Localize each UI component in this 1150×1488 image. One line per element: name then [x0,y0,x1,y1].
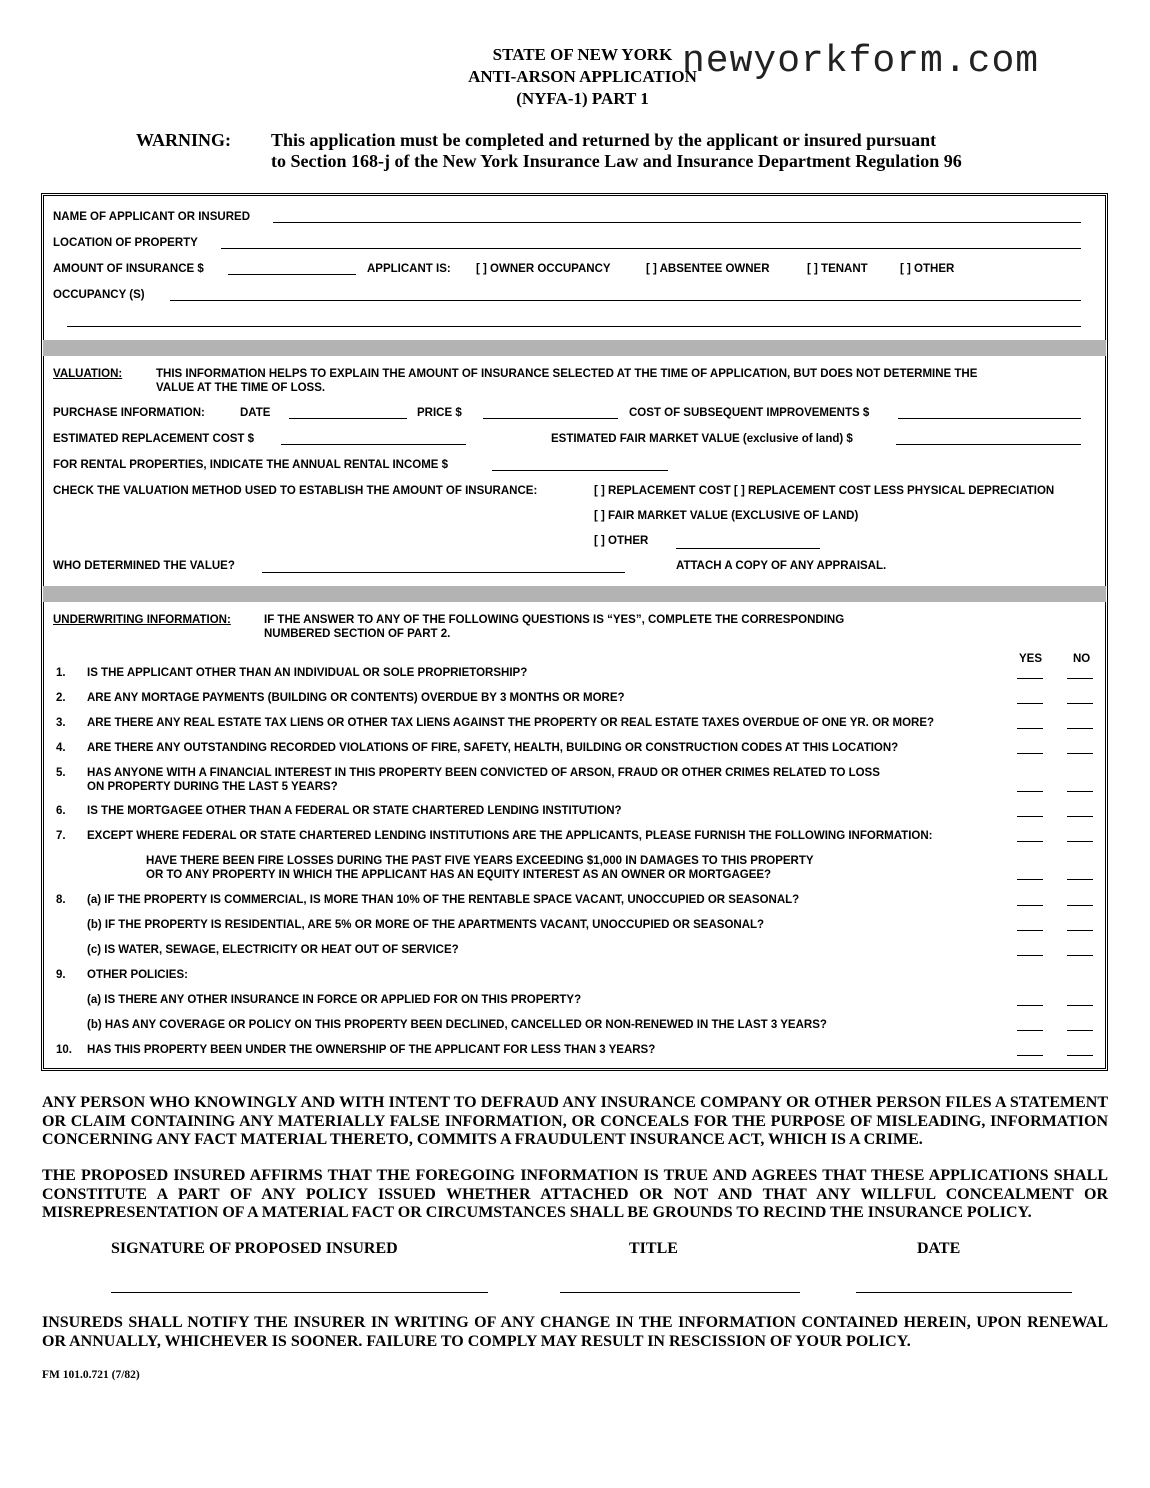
title-label: TITLE [629,1240,678,1257]
question-line-1: IS THE APPLICANT OTHER THAN AN INDIVIDUAL OR SOLE PROPRIETORSHIP? [87,667,528,679]
question-text [146,854,814,882]
question-number: 5. [56,767,66,779]
question-text [87,741,898,755]
date-signed-field[interactable] [856,1292,1072,1293]
tenant-checkbox[interactable]: [ ] TENANT [807,263,868,275]
question-text [87,1018,827,1032]
method-fair-market-checkbox[interactable]: [ ] FAIR MARKET VALUE (EXCLUSIVE OF LAND) [594,510,859,522]
question-line-1: (a) IS THERE ANY OTHER INSURANCE IN FORCE OR APPLIED FOR ON THIS PROPERTY? [87,994,582,1006]
question-number: 6. [56,805,66,817]
question-text [87,716,934,730]
yes-column-header: YES [1019,653,1043,665]
amount-label: AMOUNT OF INSURANCE $ [53,263,204,275]
question-text [87,893,799,907]
signature-label: SIGNATURE OF PROPOSED INSURED [111,1240,398,1257]
date-signed-label: DATE [917,1240,961,1257]
date-label: DATE [240,407,271,419]
title-line-3: (NYFA-1) PART 1 [516,89,649,108]
yes-answer-field[interactable] [1017,879,1043,880]
question-text [87,1043,655,1057]
question-line-2: ON PROPERTY DURING THE LAST 5 YEARS? [87,781,338,793]
no-answer-field[interactable] [1067,841,1093,842]
question-line-1: OTHER POLICIES: [87,969,188,981]
purchase-date-field[interactable] [289,418,407,419]
section-divider-2 [43,586,1106,602]
title-line-1: STATE OF NEW YORK [492,45,673,64]
rental-income-field[interactable] [492,470,668,471]
no-answer-field[interactable] [1067,930,1093,931]
question-line-1: (b) IF THE PROPERTY IS RESIDENTIAL, ARE 5% OR MORE OF THE APARTMENTS VACANT, UNOCCUPIED OR SEASONAL? [87,919,765,931]
question-text [87,691,625,705]
no-answer-field[interactable] [1067,816,1093,817]
underwriting-note [264,613,844,641]
question-text [87,943,459,957]
watermark: newyorkform.com [682,40,1040,83]
signature-field[interactable] [111,1292,488,1293]
location-label: LOCATION OF PROPERTY [53,237,198,249]
question-number: 7. [56,830,66,842]
no-column-header: NO [1073,653,1091,665]
question-text [87,666,527,680]
form-number: FM 101.0.721 (7/82) [42,1369,140,1381]
yes-answer-field[interactable] [1017,930,1043,931]
question-number: 1. [56,667,66,679]
question-line-1: IS THE MORTGAGEE OTHER THAN A FEDERAL OR STATE CHARTERED LENDING INSTITUTION? [87,805,622,817]
method-other-field[interactable] [676,548,820,549]
question-number: 3. [56,717,66,729]
yes-answer-field[interactable] [1017,955,1043,956]
yes-answer-field[interactable] [1017,753,1043,754]
no-answer-field[interactable] [1067,1055,1093,1056]
method-other-checkbox[interactable]: [ ] OTHER [594,535,649,547]
occupancy-field-line-2[interactable] [67,326,1081,327]
warning-text [271,130,962,172]
question-text [87,766,880,794]
question-line-1: HAS THIS PROPERTY BEEN UNDER THE OWNERSHIP OF THE APPLICANT FOR LESS THAN 3 YEARS? [87,1044,656,1056]
warning-line-1: This application must be completed and returned by the applicant or insured pursuant [271,130,937,150]
occupancy-field[interactable] [170,300,1081,301]
yes-answer-field[interactable] [1017,1030,1043,1031]
valuation-note-line-2: VALUE AT THE TIME OF LOSS. [156,382,326,394]
yes-answer-field[interactable] [1017,791,1043,792]
question-number: 10. [56,1044,72,1056]
no-answer-field[interactable] [1067,728,1093,729]
no-answer-field[interactable] [1067,678,1093,679]
question-line-1: (b) HAS ANY COVERAGE OR POLICY ON THIS PROPERTY BEEN DECLINED, CANCELLED OR NON-RENEWED IN THE LAST 3 YEARS? [87,1019,827,1031]
purchase-price-field[interactable] [483,418,618,419]
who-determined-label: WHO DETERMINED THE VALUE? [53,560,235,572]
title-line-2: ANTI-ARSON APPLICATION [468,67,697,86]
yes-answer-field[interactable] [1017,1055,1043,1056]
question-text [87,968,188,982]
underwriting-note-line-1: IF THE ANSWER TO ANY OF THE FOLLOWING QUESTIONS IS “YES”, COMPLETE THE CORRESPONDING [264,614,845,626]
underwriting-note-line-2: NUMBERED SECTION OF PART 2. [264,628,451,640]
no-answer-field[interactable] [1067,955,1093,956]
no-answer-field[interactable] [1067,791,1093,792]
applicant-is-label: APPLICANT IS: [367,263,451,275]
location-field[interactable] [221,248,1081,249]
no-answer-field[interactable] [1067,753,1093,754]
question-number: 9. [56,969,66,981]
purchase-label: PURCHASE INFORMATION: [53,407,205,419]
valuation-heading: VALUATION: [53,368,123,380]
question-text [87,918,764,932]
rental-income-label: FOR RENTAL PROPERTIES, INDICATE THE ANNUAL RENTAL INCOME $ [53,459,449,471]
section-divider [43,340,1106,356]
other-checkbox[interactable]: [ ] OTHER [900,263,955,275]
question-line-1: HAVE THERE BEEN FIRE LOSSES DURING THE PAST FIVE YEARS EXCEEDING $1,000 IN DAMAGES TO THIS PROPERTY [146,855,814,867]
question-line-1: ARE ANY MORTAGE PAYMENTS (BUILDING OR CONTENTS) OVERDUE BY 3 MONTHS OR MORE? [87,692,625,704]
question-text [87,829,932,843]
question-line-1: ARE THERE ANY REAL ESTATE TAX LIENS OR OTHER TAX LIENS AGAINST THE PROPERTY OR REAL ESTATE TAXES OVERDUE OF ONE YR. OR MORE? [87,717,935,729]
question-line-1: HAS ANYONE WITH A FINANCIAL INTEREST IN THIS PROPERTY BEEN CONVICTED OF ARSON, FRAUD OR OTHER CRIMES RELATED TO LOSS [87,767,880,779]
warning-line-2: to Section 168-j of the New York Insurance Law and Insurance Department Regulation 96 [271,151,962,171]
question-line-1: EXCEPT WHERE FEDERAL OR STATE CHARTERED LENDING INSTITUTIONS ARE THE APPLICANTS, PLEASE FURNISH THE FOLLOWING INFORMATION: [87,830,933,842]
yes-answer-field[interactable] [1017,728,1043,729]
attach-appraisal-note: ATTACH A COPY OF ANY APPRAISAL. [676,560,887,572]
yes-answer-field[interactable] [1017,905,1043,906]
valuation-note [156,367,977,395]
no-answer-field[interactable] [1067,905,1093,906]
fair-market-field[interactable] [896,444,1081,445]
question-number: 4. [56,742,66,754]
question-number: 8. [56,894,66,906]
yes-answer-field[interactable] [1017,841,1043,842]
replacement-cost-field[interactable] [281,444,466,445]
question-text [87,804,622,818]
yes-answer-field[interactable] [1017,678,1043,679]
question-number: 2. [56,692,66,704]
method-label: CHECK THE VALUATION METHOD USED TO ESTABLISH THE AMOUNT OF INSURANCE: [53,485,538,497]
notify-notice: INSUREDS SHALL NOTIFY THE INSURER IN WRITING OF ANY CHANGE IN THE INFORMATION CONTAINED HEREIN, UPON RENEWAL OR ANNUALLY, WHICHEVER IS SOONER. FAILURE TO COMPLY MAY RESULT IN RESCISSION OF YOUR POLICY. [42,1314,1108,1350]
occupancy-label: OCCUPANCY (S) [53,289,145,301]
yes-answer-field[interactable] [1017,1005,1043,1006]
fair-market-label: ESTIMATED FAIR MARKET VALUE (exclusive of land) $ [551,433,853,445]
title-field[interactable] [560,1292,800,1293]
replacement-cost-label: ESTIMATED REPLACEMENT COST $ [53,433,255,445]
absentee-owner-checkbox[interactable]: [ ] ABSENTEE OWNER [646,263,770,275]
warning-label: WARNING: [136,130,232,150]
question-line-2: OR TO ANY PROPERTY IN WHICH THE APPLICANT HAS AN EQUITY INTEREST AS AN OWNER OR MORTGAGEE? [146,869,772,881]
fraud-notice: ANY PERSON WHO KNOWINGLY AND WITH INTENT TO DEFRAUD ANY INSURANCE COMPANY OR OTHER PERSON FILES A STATEMENT OR CLAIM CONTAINING ANY MATERIALLY FALSE INFORMATION, OR CONCEALS FOR THE PURPOSE OF MISLEADING, INFORMATION CONCERNING ANY FACT MATERIAL THERETO, COMMITS A FRAUDULENT INSURANCE ACT, WHICH IS A CRIME. [42,1094,1108,1148]
valuation-note-line-1: THIS INFORMATION HELPS TO EXPLAIN THE AMOUNT OF INSURANCE SELECTED AT THE TIME OF APPLICATION, BUT DOES NOT DETERMINE THE [156,368,978,380]
applicant-name-label: NAME OF APPLICANT OR INSURED [53,211,250,223]
yes-answer-field[interactable] [1017,816,1043,817]
price-label: PRICE $ [417,407,462,419]
affirmation-notice: THE PROPOSED INSURED AFFIRMS THAT THE FOREGOING INFORMATION IS TRUE AND AGREES THAT THESE APPLICATIONS SHALL CONSTITUTE A PART OF ANY POLICY ISSUED WHETHER ATTACHED OR NOT AND THAT ANY WILLFUL CONCEALMENT OR MISREPRESENTATION OF A MATERIAL FACT OR CIRCUMSTANCES SHALL BE GROUNDS TO RECIND THE INSURANCE POLICY. [42,1167,1108,1221]
no-answer-field[interactable] [1067,1030,1093,1031]
owner-occupancy-checkbox[interactable]: [ ] OWNER OCCUPANCY [476,263,611,275]
method-replacement-options[interactable]: [ ] REPLACEMENT COST [ ] REPLACEMENT COST LESS PHYSICAL DEPRECIATION [594,485,1055,497]
improvements-field[interactable] [898,418,1081,419]
applicant-name-field[interactable] [273,222,1081,223]
who-determined-field[interactable] [262,572,625,573]
question-line-1: (c) IS WATER, SEWAGE, ELECTRICITY OR HEAT OUT OF SERVICE? [87,944,459,956]
no-answer-field[interactable] [1067,879,1093,880]
yes-answer-field[interactable] [1017,703,1043,704]
question-line-1: ARE THERE ANY OUTSTANDING RECORDED VIOLATIONS OF FIRE, SAFETY, HEALTH, BUILDING OR CONSTRUCTION CODES AT THIS LOCATION? [87,742,899,754]
question-text [87,993,581,1007]
underwriting-heading: UNDERWRITING INFORMATION: [53,614,231,626]
amount-field[interactable] [228,274,356,275]
improvements-label: COST OF SUBSEQUENT IMPROVEMENTS $ [629,407,870,419]
no-answer-field[interactable] [1067,1005,1093,1006]
question-line-1: (a) IF THE PROPERTY IS COMMERCIAL, IS MORE THAN 10% OF THE RENTABLE SPACE VACANT, UNOCCUPIED OR SEASONAL? [87,894,800,906]
no-answer-field[interactable] [1067,703,1093,704]
